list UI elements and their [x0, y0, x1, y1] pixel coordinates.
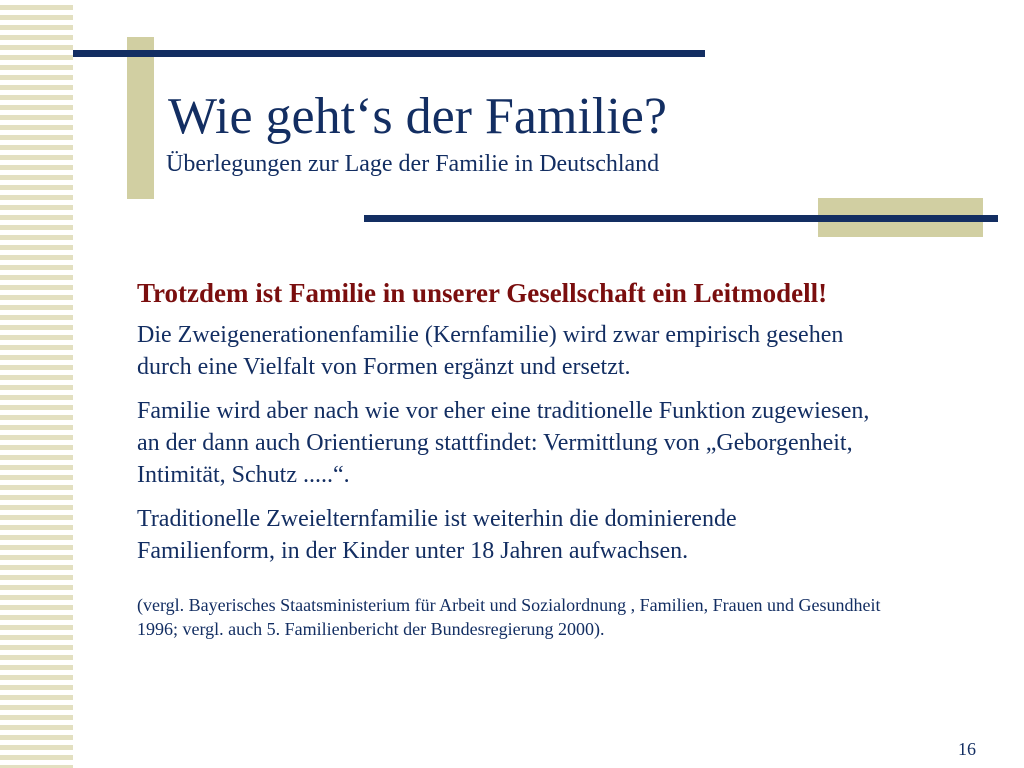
slide-title: Wie geht‘s der Familie? — [168, 88, 667, 145]
slide-content — [137, 275, 881, 641]
content-paragraph-1: Die Zweigenerationenfamilie (Kernfamilie) wird zwar empirisch gesehen durch eine Vielfalt von Formen ergänzt und ersetzt. — [137, 322, 844, 380]
content-headline: Trotzdem ist Familie in unserer Gesellschaft ein Leitmodell! — [137, 278, 828, 308]
decorative-line-top — [73, 50, 705, 57]
content-paragraph-3: Traditionelle Zweielternfamilie ist weiterhin die dominierende Familienform, in der Kinder unter 18 Jahren aufwachsen. — [137, 506, 737, 564]
source-reference: (vergl. Bayerisches Staatsministerium für Arbeit und Sozialordnung , Familien, Frauen und Gesundheit 1996; vergl. auch 5. Familienbericht der Bundesregierung 2000). — [137, 595, 881, 639]
decorative-block-left — [127, 37, 154, 199]
slide-subtitle: Überlegungen zur Lage der Familie in Deutschland — [166, 151, 660, 177]
content-paragraph-2: Familie wird aber nach wie vor eher eine traditionelle Funktion zugewiesen, an der dann auch Orientierung stattfindet: Vermittlung von „Geborgenheit, Intimität, Schutz .....“. — [137, 398, 870, 488]
page-number: 16 — [958, 739, 976, 759]
decorative-line-bottom — [364, 215, 998, 222]
striped-side-border — [0, 0, 73, 768]
